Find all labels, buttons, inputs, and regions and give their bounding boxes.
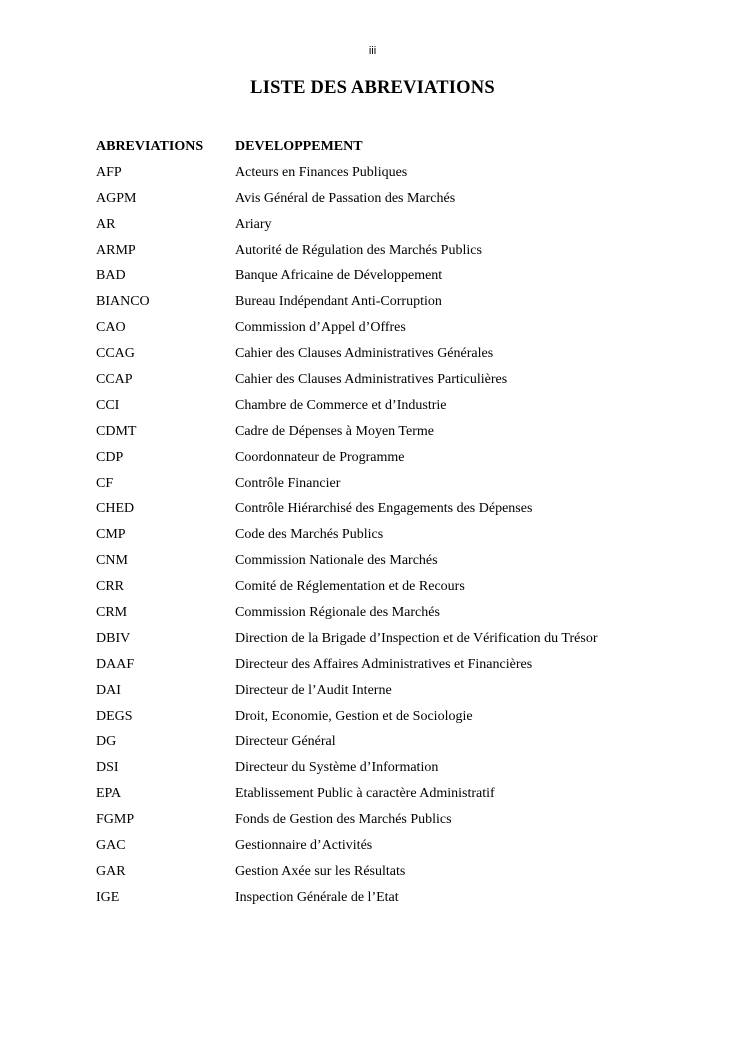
definition-cell: Gestionnaire d’Activités xyxy=(235,837,373,853)
table-row xyxy=(96,859,716,885)
definition-cell: Commission Régionale des Marchés xyxy=(235,604,440,620)
definition-cell: Cadre de Dépenses à Moyen Terme xyxy=(235,423,434,439)
table-row xyxy=(96,652,716,678)
table-row xyxy=(96,729,716,755)
table-row xyxy=(96,574,716,600)
definition-cell: Directeur du Système d’Information xyxy=(235,760,439,776)
definition-cell: Cahier des Clauses Administratives Générales xyxy=(235,346,494,362)
table-row xyxy=(96,807,716,833)
table-row xyxy=(96,393,716,419)
abbreviation-cell: GAR xyxy=(96,863,126,879)
abbreviation-cell: CDMT xyxy=(96,423,137,439)
table-row xyxy=(96,522,716,548)
table-row xyxy=(96,833,716,859)
abbreviation-cell: DSI xyxy=(96,760,119,776)
abbreviation-cell: IGE xyxy=(96,889,120,905)
header-abbreviations: ABREVIATIONS xyxy=(96,138,204,154)
definition-cell: Inspection Générale de l’Etat xyxy=(235,889,399,905)
table-row xyxy=(96,755,716,781)
table-row xyxy=(96,160,716,186)
abbreviation-cell: CCAG xyxy=(96,346,135,362)
abbreviation-cell: CRR xyxy=(96,579,125,595)
definition-cell: Code des Marchés Publics xyxy=(235,527,384,543)
abbreviation-cell: CCAP xyxy=(96,371,133,387)
definition-cell: Banque Africaine de Développement xyxy=(235,268,443,284)
abbreviation-cell: CHED xyxy=(96,501,135,517)
table-row xyxy=(96,186,716,212)
abbreviation-cell: DBIV xyxy=(96,630,131,646)
definition-cell: Commission Nationale des Marchés xyxy=(235,553,438,569)
table-row xyxy=(96,678,716,704)
table-row xyxy=(96,626,716,652)
definition-cell: Acteurs en Finances Publiques xyxy=(235,164,408,180)
table-row xyxy=(96,212,716,238)
table-row xyxy=(96,704,716,730)
definition-cell: Avis Général de Passation des Marchés xyxy=(235,190,456,206)
definition-cell: Chambre de Commerce et d’Industrie xyxy=(235,397,447,413)
table-header xyxy=(96,134,716,160)
abbreviation-cell: ARMP xyxy=(96,242,136,258)
definition-cell: Coordonnateur de Programme xyxy=(235,449,405,465)
abbreviation-cell: BIANCO xyxy=(96,294,150,310)
definition-cell: Ariary xyxy=(235,216,272,232)
abbreviation-cell: EPA xyxy=(96,786,122,802)
header-developpement: DEVELOPPEMENT xyxy=(235,138,363,154)
abbreviation-cell: CMP xyxy=(96,527,126,543)
table-row xyxy=(96,419,716,445)
definition-cell: Droit, Economie, Gestion et de Sociologie xyxy=(235,708,473,724)
definition-cell: Bureau Indépendant Anti-Corruption xyxy=(235,294,442,310)
table-row xyxy=(96,548,716,574)
abbreviation-cell: BAD xyxy=(96,268,126,284)
abbreviation-cell: GAC xyxy=(96,837,126,853)
definition-cell: Direction de la Brigade d’Inspection et de Vérification du Trésor xyxy=(235,630,598,646)
definition-cell: Comité de Réglementation et de Recours xyxy=(235,579,465,595)
definition-cell: Etablissement Public à caractère Administratif xyxy=(235,786,495,802)
abbreviation-cell: CF xyxy=(96,475,114,491)
table-row xyxy=(96,445,716,471)
abbreviation-cell: CCI xyxy=(96,397,120,413)
definition-cell: Commission d’Appel d’Offres xyxy=(235,320,406,336)
abbreviation-cell: FGMP xyxy=(96,812,135,828)
abbreviations-table xyxy=(96,134,716,911)
table-row xyxy=(96,367,716,393)
abbreviation-cell: DG xyxy=(96,734,117,750)
abbreviation-cell: CAO xyxy=(96,320,126,336)
abbreviation-cell: DAAF xyxy=(96,656,135,672)
page-number: iii xyxy=(368,45,377,57)
abbreviation-cell: CRM xyxy=(96,604,128,620)
table-row xyxy=(96,289,716,315)
table-row xyxy=(96,238,716,264)
table-row xyxy=(96,471,716,497)
definition-cell: Cahier des Clauses Administratives Particulières xyxy=(235,371,508,387)
table-row xyxy=(96,781,716,807)
definition-cell: Directeur Général xyxy=(235,734,336,750)
table-row xyxy=(96,600,716,626)
table-row xyxy=(96,263,716,289)
table-body xyxy=(96,160,716,911)
table-row xyxy=(96,496,716,522)
abbreviation-cell: AFP xyxy=(96,164,122,180)
definition-cell: Directeur de l’Audit Interne xyxy=(235,682,392,698)
table-row xyxy=(96,341,716,367)
abbreviation-cell: AGPM xyxy=(96,190,137,206)
abbreviation-cell: CDP xyxy=(96,449,124,465)
table-row xyxy=(96,315,716,341)
page-title: LISTE DES ABREVIATIONS xyxy=(250,78,495,98)
table-row xyxy=(96,885,716,911)
abbreviation-cell: DAI xyxy=(96,682,121,698)
definition-cell: Contrôle Financier xyxy=(235,475,341,491)
abbreviation-cell: AR xyxy=(96,216,116,232)
definition-cell: Contrôle Hiérarchisé des Engagements des Dépenses xyxy=(235,501,533,517)
abbreviation-cell: DEGS xyxy=(96,708,133,724)
definition-cell: Directeur des Affaires Administratives et Financières xyxy=(235,656,533,672)
definition-cell: Gestion Axée sur les Résultats xyxy=(235,863,406,879)
abbreviation-cell: CNM xyxy=(96,553,128,569)
definition-cell: Autorité de Régulation des Marchés Publics xyxy=(235,242,482,258)
definition-cell: Fonds de Gestion des Marchés Publics xyxy=(235,812,452,828)
